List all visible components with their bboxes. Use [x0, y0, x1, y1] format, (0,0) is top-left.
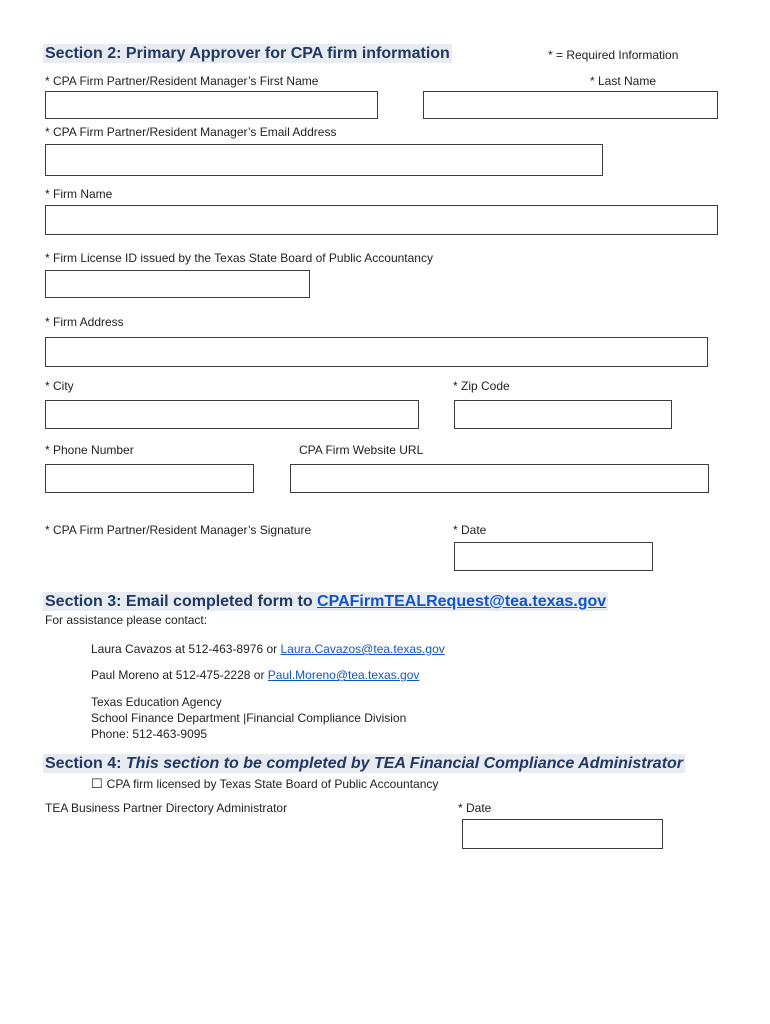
admin-date-label: * Date [458, 801, 492, 815]
license-label: * Firm License ID issued by the Texas State Board of Public Accountancy [45, 251, 433, 265]
section-4-title [43, 754, 685, 773]
agency-phone: Phone: 512-463-9095 [91, 727, 208, 741]
firm-name-field[interactable] [45, 205, 718, 235]
email-field[interactable] [45, 144, 603, 176]
phone-label: * Phone Number [45, 443, 134, 457]
contact-2 [91, 667, 419, 683]
request-email-link[interactable]: CPAFirmTEALRequest@tea.texas.gov [317, 593, 607, 610]
email-label: * CPA Firm Partner/Resident Manager’s Email Address [45, 125, 337, 139]
checkbox-icon[interactable]: ☐ [91, 776, 103, 791]
section-2-title: Section 2: Primary Approver for CPA firm information [45, 45, 450, 62]
date-label: * Date [453, 523, 487, 537]
contact-1 [91, 641, 445, 657]
signature-label: * CPA Firm Partner/Resident Manager’s Signature [45, 523, 312, 537]
section-4-title-text: Section 4: [45, 755, 126, 772]
website-field[interactable] [290, 464, 709, 493]
licensed-checkbox-label: CPA firm licensed by Texas State Board of Public Accountancy [106, 777, 439, 791]
department-name: School Finance Department |Financial Compliance Division [91, 711, 407, 725]
city-field[interactable] [45, 400, 419, 429]
first-name-label: * CPA Firm Partner/Resident Manager’s First Name [45, 74, 319, 88]
agency-name: Texas Education Agency [91, 695, 222, 709]
assistance-text: For assistance please contact: [45, 613, 208, 627]
phone-field[interactable] [45, 464, 254, 493]
section-3-title [43, 592, 608, 611]
contact-2-email-link[interactable]: Paul.Moreno@tea.texas.gov [267, 668, 420, 682]
contact-1-email-link[interactable]: Laura.Cavazos@tea.texas.gov [280, 642, 445, 656]
zip-field[interactable] [454, 400, 672, 429]
firm-name-label: * Firm Name [45, 187, 113, 201]
last-name-label: * Last Name [590, 74, 657, 88]
last-name-field[interactable] [423, 91, 718, 119]
contact-1-text: Laura Cavazos at 512-463-8976 or [91, 642, 281, 656]
address-label: * Firm Address [45, 315, 124, 329]
contact-2-text: Paul Moreno at 512-475-2228 or [91, 668, 268, 682]
admin-label: TEA Business Partner Directory Administrator [45, 801, 288, 815]
section-4-title-italic: This section to be completed by TEA Financial Compliance Administrator [125, 755, 684, 772]
admin-date-field[interactable] [462, 819, 663, 849]
address-field[interactable] [45, 337, 708, 367]
required-info-note: * = Required Information [548, 48, 679, 62]
section-3-title-text: Section 3: Email completed form to [45, 593, 318, 610]
first-name-field[interactable] [45, 91, 378, 119]
city-label: * City [45, 379, 74, 393]
license-id-field[interactable] [45, 270, 310, 298]
date-field[interactable] [454, 542, 653, 571]
website-label: CPA Firm Website URL [299, 443, 424, 457]
licensed-checkbox-row[interactable] [91, 776, 438, 792]
zip-label: * Zip Code [453, 379, 510, 393]
